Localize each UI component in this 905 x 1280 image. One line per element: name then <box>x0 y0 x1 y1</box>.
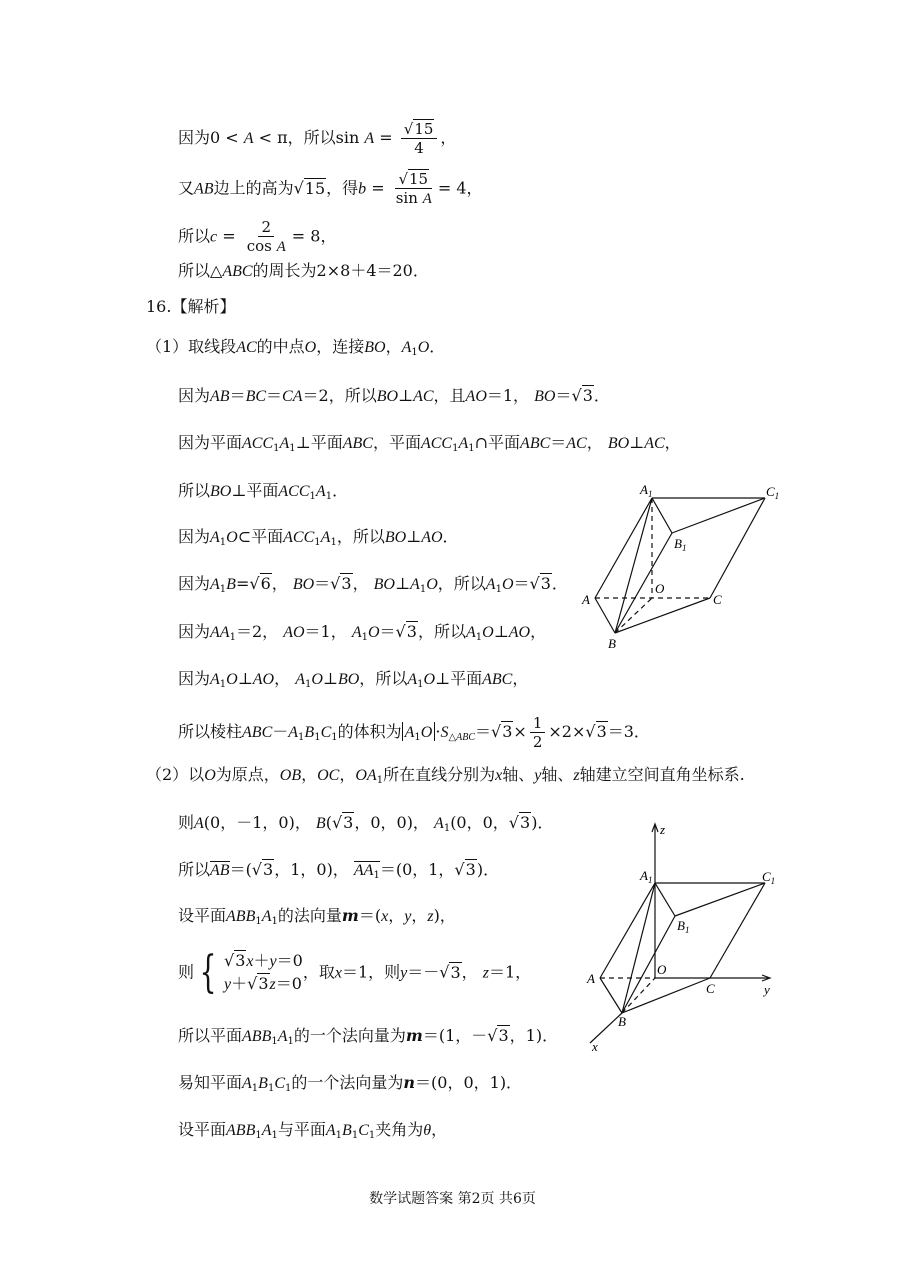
label-o: O <box>657 962 667 977</box>
label-c: C <box>706 981 715 996</box>
text-line: 因为$A_1O\subset$平面$ACC_1A_1$，所以BO⊥AO． <box>178 527 459 548</box>
text-line: 所以平面$ABB_1A_1$的一个法向量为m＝(1，－√3，1)． <box>178 1026 559 1047</box>
text-line: 因为AB＝BC＝CA＝2，所以BO⊥AC，且AO＝1， BO＝√3． <box>178 386 610 405</box>
label-b1: $B_1$ <box>674 536 687 553</box>
label-a: A <box>587 971 595 986</box>
label-z: z <box>660 822 666 837</box>
label-c: C <box>713 592 722 607</box>
page-footer: 数学试题答案 第2页 共6页 <box>369 1191 536 1207</box>
label-b: B <box>618 1014 626 1029</box>
text-line: 因为$AA_1=2$， AO＝1， $A_1O=√3$，所以$A_1O\perp AO$， <box>178 622 547 643</box>
text-line: 则 { √3x＋y＝0 y＋√3z＝0 ，取x＝1，则y＝－√3， z＝1， <box>178 947 532 998</box>
text-line: 所以棱柱$ABC-A_1B_1C_1$的体积为 $A_1O \cdot S_{\triangle ABC}=√3\times$ $\frac{1}{2}$ ×2×√3＝3． <box>178 714 650 751</box>
label-y: y <box>764 982 770 997</box>
text-line: 所以BO⊥平面$ACC_1A_1$． <box>178 481 349 502</box>
text-line: 设平面$ABB_1A_1$的法向量m＝(x，y，z)， <box>178 906 456 927</box>
text-line: 所以c = $\frac{2}{\text{cos A}}$ = 8， <box>178 218 337 255</box>
label-a1: $A_1$ <box>640 482 653 499</box>
text-line: 因为平面$ACC_1A_1\perp$平面ABC，平面$ACC_1A_1\cap$平面ABC＝AC， BO⊥AC， <box>178 433 681 454</box>
text-line: 因为$A_1B=√6$， BO＝√3， $BO\perp A_1O$，所以$A_1O=√3$． <box>178 574 568 595</box>
coordinate-figure <box>580 818 790 1053</box>
text-line: 因为$A_1O\perp AO$， $A_1O\perp BO$，所以$A_1O\perp$平面ABC， <box>178 669 529 690</box>
text-line: （1）取线段AC的中点O，连接BO，$A_1O$． <box>146 337 446 358</box>
section-heading: 16.【解析】 <box>146 297 236 316</box>
text-line: （2）以O为原点，OB，OC，$OA_1$所在直线分别为x轴、y轴、z轴建立空间直角坐标系. <box>146 765 745 786</box>
label-c1: $C_1$ <box>766 484 780 501</box>
label-a1: $A_1$ <box>640 868 653 885</box>
text-line: 所以AB＝(√3，1，0)， $AA_1=(0$，1，√3)． <box>178 860 499 884</box>
text-line: 所以△ABC的周长为2×8＋4＝20． <box>178 261 429 280</box>
text-line: 则A(0，－1，0)， B(√3，0，0)， $A_1(0$，0，√3)． <box>178 813 554 834</box>
label-x: x <box>592 1039 598 1053</box>
label-a: A <box>582 592 590 607</box>
text-line: 设平面$ABB_1A_1$与平面$A_1B_1C_1$夹角为θ， <box>178 1120 448 1141</box>
text-line: 易知平面$A_1B_1C_1$的一个法向量为n＝(0，0，1)． <box>178 1073 523 1094</box>
label-b1: $B_1$ <box>677 918 690 935</box>
label-b: B <box>608 636 616 651</box>
text-line: 又AB边上的高为√15，得b = $\frac{√15}{\text{sin A}}$ = 4， <box>178 170 483 207</box>
prism-figure <box>580 478 790 653</box>
text-line: 因为0 < A < π，所以sin A = $\frac{√15}{4}$ ， <box>178 120 457 157</box>
label-o: O <box>655 581 665 596</box>
label-c1: $C_1$ <box>762 869 776 886</box>
